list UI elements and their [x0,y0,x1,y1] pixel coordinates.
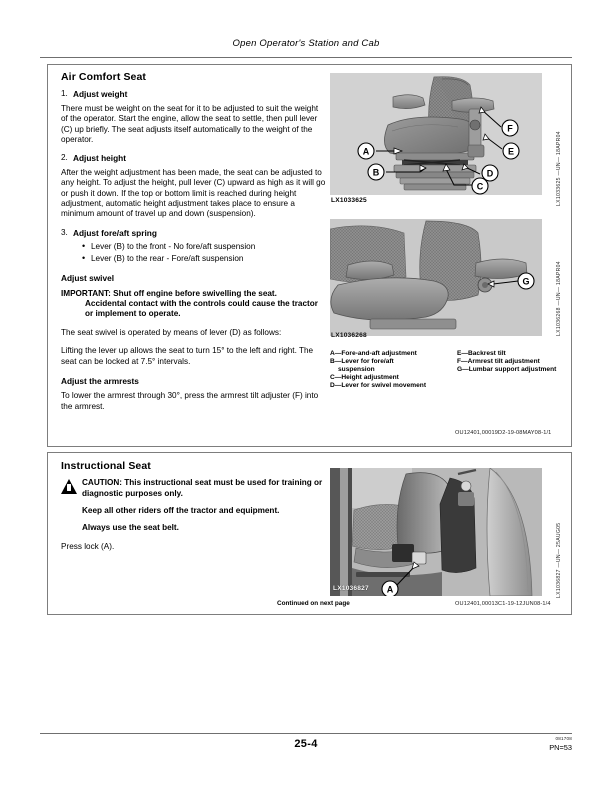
legend-text-a: Fore-and-aft adjustment [341,350,417,357]
figure-2-caption: LX1036268 [331,332,367,339]
legend-key-b: B— [330,358,342,366]
footer-pn-label: PN=53 [549,743,572,752]
step-3-title: Adjust fore/aft spring [73,227,157,238]
list-item: • Lever (B) to the front - No fore/aft suspension [91,242,326,252]
svg-text:G: G [522,276,530,287]
step-3-number: 3. [61,227,68,237]
header-divider [40,57,572,58]
caution-line-2: Keep all other riders off the tractor and equipment. [82,506,280,516]
legend-text-c: Height adjustment [341,374,399,382]
footer-divider [40,733,572,734]
subsection-title-adjust-swivel: Adjust swivel [61,273,115,284]
legend-text-g: Lumbar support adjustment [468,366,557,374]
step-3-heading [61,228,326,238]
figure-instructional-seat [330,468,542,596]
seat-illustration-2 [330,219,542,336]
swivel-paragraph-1: The seat swivel is operated by means of lever (D) as follows: [61,327,282,337]
important-notice [61,289,326,320]
legend-key-c: C— [330,374,342,382]
footer-date-code: 081708 [555,736,572,741]
step-2-number: 2. [61,153,68,163]
legend-key-a: A— [330,350,342,357]
legend-item-e [457,350,574,358]
legend-item-b [330,358,447,366]
page-number: 25-4 [294,738,318,750]
figure-legend [330,350,574,390]
list-item: • Lever (B) to the rear - Fore/aft suspension [91,254,326,264]
step-1-title: Adjust weight [73,89,128,100]
legend-text-b: Lever for fore/aft [341,358,394,366]
svg-text:E: E [507,146,515,157]
step-1-heading [61,89,326,99]
step-1-body: There must be weight on the seat for it to be adjusted to suit the weight of the operator. Start the engine, allow the seat to settle, then pull lever (C) up briefly. The seat adjusts itself automatically to the weight of the operator. [61,103,319,145]
legend-key-d: D— [330,382,342,390]
figure-1-side-code: LX1033625 —UN— 18APR04 [556,131,562,206]
important-continuation: Accidental contact with the controls could cause the tractor or implement to operate. [85,298,318,319]
legend-item-d [330,382,447,390]
subsection-title-adjust-armrests: Adjust the armrests [61,375,139,386]
section-title-air-comfort-seat: Air Comfort Seat [61,71,147,83]
step-2-body: After the weight adjustment has been made, the seat can be adjusted to any height. To adjust the height, pull lever (C) upward as high as it will go or push it down. If the top or bottom limit is reached during height adjustment, automatic height adjustment takes place to ensure a minimum amount of travel up and down (suspension). [61,167,326,219]
legend-item-b-cont: suspension [338,366,375,374]
caution-notice [61,478,326,499]
instructional-seat-text-column [61,461,326,560]
armrest-paragraph: To lower the armrest through 30°, press the armrest tilt adjuster (F) into the armrest. [61,391,319,411]
legend-key-e: E— [457,350,468,357]
legend-item-g [457,366,574,374]
legend-text-f: Armrest tilt adjustment [467,358,540,366]
caution-text: CAUTION: This instructional seat must be used for training or diagnostic purposes only. [82,478,323,498]
important-first-line: Shut off engine before swivelling the seat. [113,288,277,298]
step-2-title: Adjust height [73,153,127,164]
caution-line-3: Always use the seat belt. [82,522,179,532]
figure-1-caption: LX1033625 [331,197,367,204]
svg-text:A: A [386,584,394,595]
step-1-number: 1. [61,89,68,99]
legend-text-e: Backrest tilt [468,350,506,357]
warning-triangle-icon [61,479,77,494]
svg-text:F: F [507,123,513,134]
swivel-paragraph-2: Lifting the lever up allows the seat to turn 15° to the left and right. The seat can be locked at 7.5° intervals. [61,346,314,366]
legend-key-g: G— [457,366,469,374]
running-head: Open Operator's Station and Cab [232,38,380,49]
instructional-seat-body: Press lock (A). [61,542,115,552]
svg-text:A: A [362,146,370,157]
seat-illustration-1 [330,73,542,195]
svg-text:B: B [372,167,380,178]
step-2-heading [61,153,326,163]
legend-item-a [330,350,447,358]
legend-column-left [330,350,447,390]
pn-block [549,735,572,751]
air-comfort-seat-text-column [61,72,326,420]
svg-text:D: D [486,168,494,179]
figure-2-side-code: LX1036268 —UN— 18APR04 [556,261,562,336]
legend-item-c [330,374,447,382]
figure-air-seat-overview [330,73,542,195]
reference-code-air-comfort-seat: OU12401,00019D2-19-08MAY08-1/1 [455,430,552,436]
legend-text-d: Lever for swivel movement [341,382,427,390]
figure-lumbar-support [330,219,542,336]
step-3-bullet-list [61,242,326,264]
seat-illustration-3 [330,468,542,596]
svg-text:C: C [476,181,484,192]
legend-column-right [457,350,574,390]
continued-on-next-page: Continued on next page [277,600,350,607]
important-label: IMPORTANT: [61,288,111,298]
figure-3-caption: LX1036827 [333,585,369,592]
reference-code-instructional-seat: OU12401,00013C1-19-12JUN08-1/4 [455,601,551,607]
legend-key-f: F— [457,358,468,366]
section-title-instructional-seat: Instructional Seat [61,460,151,472]
legend-item-f [457,358,574,366]
figure-3-side-code: LX1036827 —UN— 25AUG05 [556,522,562,598]
